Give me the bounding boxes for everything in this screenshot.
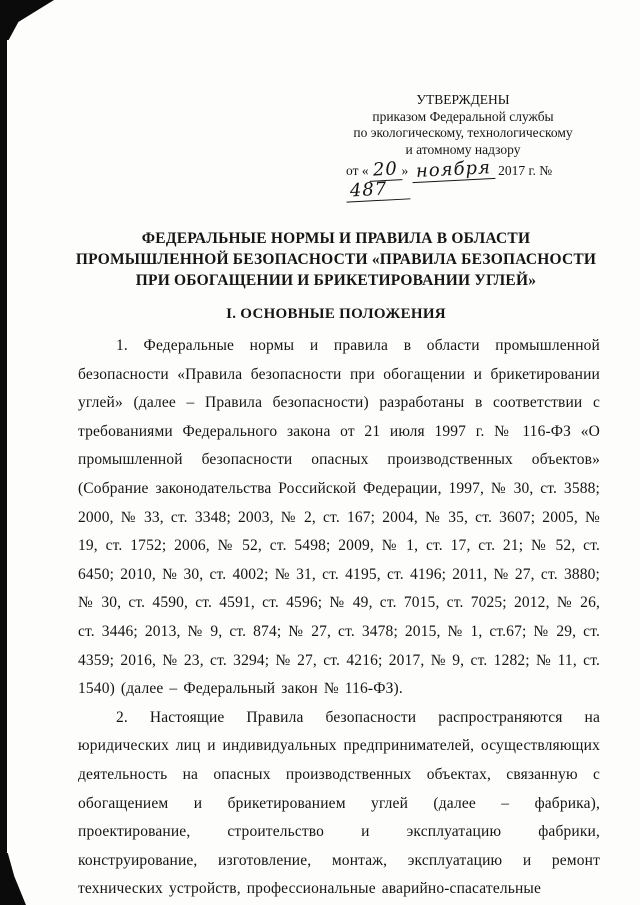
- paragraph-1: 1. Федеральные нормы и правила в области промышленной безопасности «Правила безопасности при обогащении и брикетировании углей» (далее – Правила безопасности) разработаны в соответствии с требованиями Федерального закона от 21 июля 1997 г. № 116-ФЗ «О промышленной безопасности опасных производственных объектов» (Собрание законодательства Российской Федерации, 1997, № 30, ст. 3588; 2000, № 33, ст. 3348; 2003, № 2, ст. 167; 2004, № 35, ст. 3607; 2005, № 19, ст. 1752; 2006, № 52, ст. 5498; 2009, № 1, ст. 17, ст. 21; № 52, ст. 6450; 2010, № 30, ст. 4002; № 31, ст. 4195, ст. 4196; 2011, № 27, ст. 3880; № 30, ст. 4590, ст. 4591, ст. 4596; № 49, ст. 7015, ст. 7025; 2012, № 26, ст. 3446; 2013, № 9, ст. 874; № 27, ст. 3478; 2015, № 1, ст.67; № 29, ст. 4359; 2016, № 23, ст. 3294; № 27, ст. 4216; 2017, № 9, ст. 1282; № 11, ст. 1540) (далее – Федеральный закон № 116-ФЗ).: [78, 337, 600, 698]
- approval-line-agency-1: по экологическому, технологическому: [353, 125, 573, 140]
- handwritten-day: 20: [368, 160, 402, 182]
- handwritten-document-number: 487: [346, 179, 411, 202]
- approval-line-agency-2: и атомному надзору: [405, 141, 521, 157]
- scan-artifact-bottom-left-corner: [0, 853, 26, 905]
- approval-line-approved: УТВЕРЖДЕНЫ: [416, 92, 510, 107]
- date-mid: »: [401, 163, 412, 178]
- scan-artifact-top-left-corner: [0, 0, 54, 40]
- approval-date-line: [336, 157, 590, 202]
- document-title: ФЕДЕРАЛЬНЫЕ НОРМЫ И ПРАВИЛА В ОБЛАСТИ ПРОМЫШЛЕННОЙ БЕЗОПАСНОСТИ «ПРАВИЛА БЕЗОПАСНОСТИ ПРИ ОБОГАЩЕНИИ И БРИКЕТИРОВАНИИ УГЛЕЙ»: [75, 230, 597, 289]
- date-prefix: от «: [346, 163, 369, 178]
- document-body: [78, 332, 600, 904]
- date-tail: 2017 г. №: [494, 163, 556, 178]
- paragraph-2: 2. Настоящие Правила безопасности распространяются на юридических лиц и индивидуальных предпринимателей, осуществляющих деятельность на опасных производственных объектах, связанную с обогащением и брикетированием углей (далее – фабрика), проектирование, строительство и эксплуатацию фабрики, конструирование, изготовление, монтаж, эксплуатацию и ремонт технических устройств, профессиональные аварийно-спасательные: [78, 708, 600, 898]
- section-heading: I. ОСНОВНЫЕ ПОЛОЖЕНИЯ: [226, 306, 446, 322]
- approval-block: [336, 92, 590, 201]
- handwritten-month: ноября: [411, 159, 495, 183]
- scan-artifact-left-edge: [0, 28, 7, 905]
- approval-line-order: приказом Федеральной службы: [372, 108, 554, 124]
